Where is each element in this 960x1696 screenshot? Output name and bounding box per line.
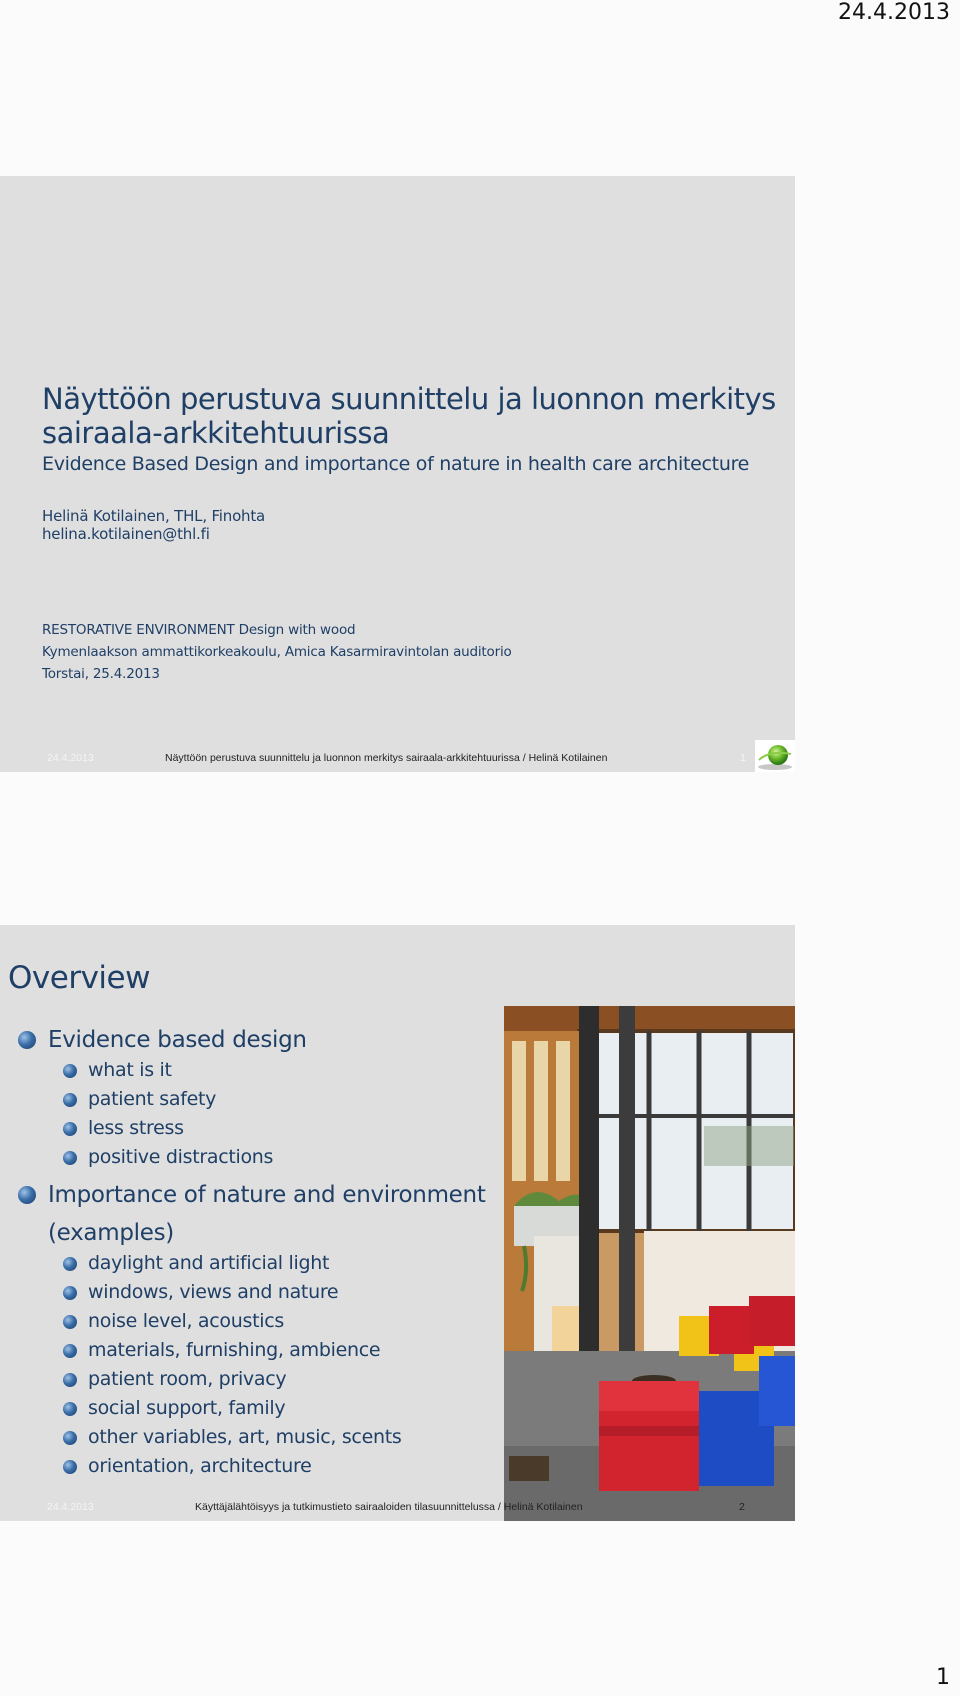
list-item: daylight and artificial light <box>88 1249 329 1278</box>
blue-sphere-bullet-icon <box>63 1373 77 1387</box>
list-item: noise level, acoustics <box>88 1307 284 1336</box>
slide-footer <box>0 1489 795 1521</box>
slide-title: Näyttöön perustuva suunnittelu ja luonnon merkitys sairaala-arkkitehtuurissa <box>42 382 776 450</box>
list-item: materials, furnishing, ambience <box>88 1336 380 1365</box>
blue-sphere-bullet-icon <box>63 1093 77 1107</box>
list-item: windows, views and nature <box>88 1278 338 1307</box>
blue-sphere-bullet-icon <box>63 1460 77 1474</box>
list-item: patient room, privacy <box>88 1365 286 1394</box>
list-item: what is it <box>88 1056 172 1085</box>
blue-sphere-bullet-icon <box>63 1344 77 1358</box>
blue-sphere-bullet-icon <box>63 1315 77 1329</box>
blue-sphere-bullet-icon <box>18 1186 36 1204</box>
blue-sphere-bullet-icon <box>63 1257 77 1271</box>
author-block <box>42 507 265 543</box>
bullet-list <box>0 925 500 1521</box>
event-block <box>42 619 512 685</box>
list-item: Importance of nature and environment <box>48 1176 486 1214</box>
list-item: positive distractions <box>88 1143 273 1172</box>
page-number: 1 <box>936 1665 950 1690</box>
footer-date: 24.4.2013 <box>47 752 94 764</box>
footer-slide-number: 1 <box>740 752 746 764</box>
list-item: social support, family <box>88 1394 285 1423</box>
footer-date: 24.4.2013 <box>47 1501 94 1513</box>
list-item: orientation, architecture <box>88 1452 311 1481</box>
footer-slide-number: 2 <box>739 1501 745 1513</box>
footer-text: Käyttäjälähtöisyys ja tutkimustieto sairaaloiden tilasuunnittelussa / Helinä Kotilainen <box>195 1501 583 1513</box>
slide-2 <box>0 925 795 1521</box>
author-name: Helinä Kotilainen, THL, Finohta <box>42 507 266 525</box>
blue-sphere-bullet-icon <box>63 1402 77 1416</box>
blue-sphere-bullet-icon <box>63 1064 77 1078</box>
hospital-lobby-photo <box>504 1006 795 1521</box>
blue-sphere-bullet-icon <box>18 1031 36 1049</box>
page-header-date: 24.4.2013 <box>838 0 950 25</box>
blue-sphere-bullet-icon <box>63 1122 77 1136</box>
list-item: Evidence based design <box>48 1021 307 1059</box>
green-globe-logo-icon <box>755 740 795 772</box>
author-email: helina.kotilainen@thl.fi <box>42 525 210 543</box>
footer-text: Näyttöön perustuva suunnittelu ja luonnon merkitys sairaala-arkkitehtuurissa / Helinä Kotilainen <box>165 752 608 764</box>
slide-subtitle: Evidence Based Design and importance of nature in health care architecture <box>42 453 750 475</box>
list-item: less stress <box>88 1114 184 1143</box>
blue-sphere-bullet-icon <box>63 1286 77 1300</box>
blue-sphere-bullet-icon <box>63 1431 77 1445</box>
slide-1 <box>0 176 795 772</box>
blue-sphere-bullet-icon <box>63 1151 77 1165</box>
event-venue: Kymenlaakson ammattikorkeakoulu, Amica Kasarmiravintolan auditorio <box>42 644 512 660</box>
list-item: other variables, art, music, scents <box>88 1423 401 1452</box>
list-item: patient safety <box>88 1085 216 1114</box>
event-date: Torstai, 25.4.2013 <box>42 666 160 682</box>
list-item-continuation: (examples) <box>48 1220 174 1246</box>
slide-footer <box>0 740 795 772</box>
event-title: RESTORATIVE ENVIRONMENT Design with wood <box>42 622 356 638</box>
slide-title: Overview <box>8 960 150 996</box>
